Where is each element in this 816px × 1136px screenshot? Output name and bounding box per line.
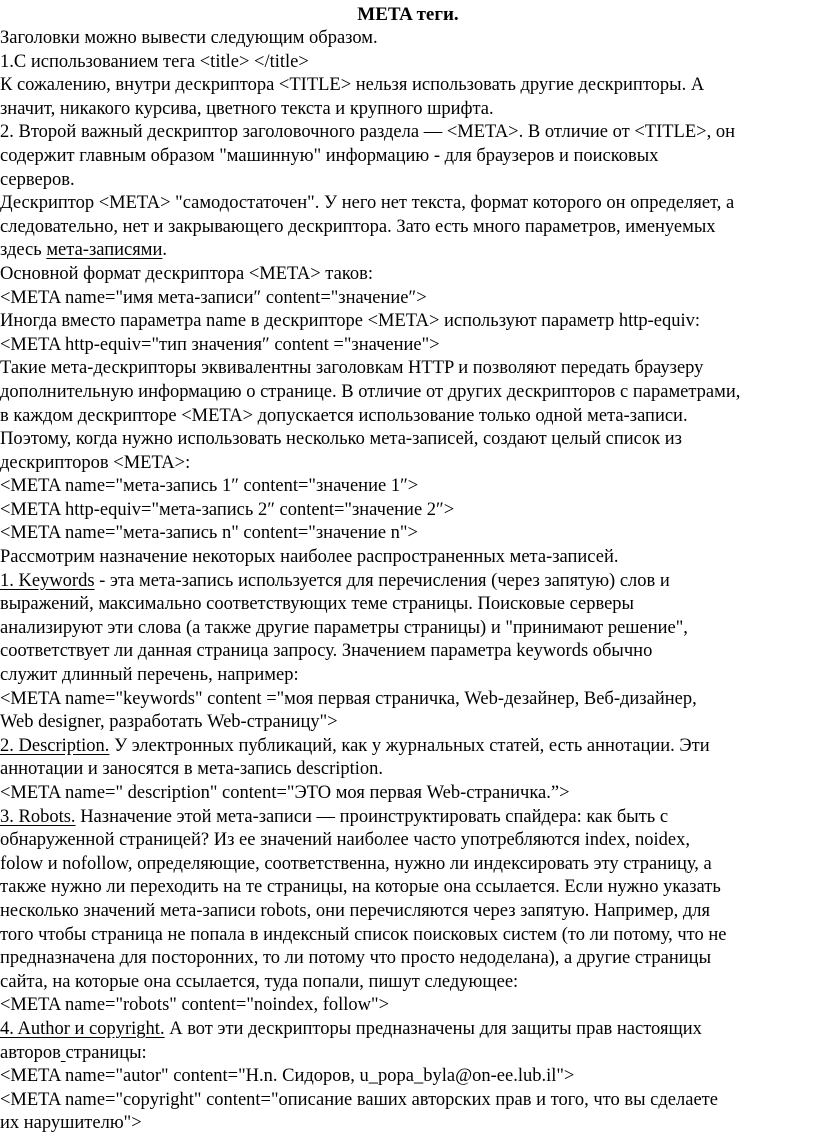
text-run: в каждом дескрипторе <META> допускается использование только одной мета-записи. xyxy=(0,405,688,426)
text-line xyxy=(0,169,816,193)
text-line xyxy=(0,405,816,429)
text-line xyxy=(0,758,816,782)
text-line xyxy=(0,27,816,51)
text-run: здесь xyxy=(0,240,47,261)
text-line xyxy=(0,900,816,924)
text-run: <META name="copyright" content="описание ваших авторских прав и того, что вы сделаете xyxy=(0,1089,718,1110)
text-line xyxy=(0,121,816,145)
text-run: служит длинный перечень, например: xyxy=(0,665,299,686)
text-run: Web designer, разработать Web-страницу"> xyxy=(0,712,338,733)
text-run: анализируют эти слова (а также другие параметры страницы) и "принимают решение", xyxy=(0,617,688,638)
text-run: предназначена для посторонних, то ли потому что просто недоделана), а другие страницы xyxy=(0,948,712,969)
text-line xyxy=(0,1018,816,1042)
text-line xyxy=(0,287,816,311)
text-run: Дескриптор <META> "самодостаточен". У него нет текста, формат которого он определяет, а xyxy=(0,193,735,214)
text-run: сайта, на которые она ссылается, туда попали, пишут следующее: xyxy=(0,971,519,992)
text-line xyxy=(0,711,816,735)
text-line xyxy=(0,263,816,287)
text-line xyxy=(0,74,816,98)
text-run: <META http-equiv="тип значения″ content ="значение"> xyxy=(0,334,440,355)
text-line xyxy=(0,829,816,853)
text-run: страницы: xyxy=(65,1042,147,1063)
text-run: аннотации и заносятся в мета-запись description. xyxy=(0,759,384,780)
text-run: значит, никакого курсива, цветного текста и крупного шрифта. xyxy=(0,98,494,119)
text-line xyxy=(0,994,816,1018)
text-line xyxy=(0,782,816,806)
text-line xyxy=(0,310,816,334)
text-line xyxy=(0,1065,816,1089)
text-run: Рассмотрим назначение некоторых наиболее распространенных мета-записей. xyxy=(0,547,619,568)
text-line xyxy=(0,735,816,759)
text-run: <META name="autor" content="Н.n. Сидоров, u_popa_byla@on-ee.lub.il"> xyxy=(0,1066,575,1087)
text-run: <META name="имя мета-записи″ content="значение″> xyxy=(0,287,427,308)
text-run: <META name="мета-запись n" content="значение n"> xyxy=(0,523,418,544)
text-run: - эта мета-запись используется для перечисления (через запятую) слов и xyxy=(94,570,670,591)
text-run: У электронных публикаций, как у журнальных статей, есть аннотации. Эти xyxy=(109,735,710,756)
document-body xyxy=(0,27,816,1136)
text-line xyxy=(0,924,816,948)
text-line xyxy=(0,876,816,900)
underlined-text: 3. Robots. xyxy=(0,806,76,827)
text-line xyxy=(0,381,816,405)
text-run: Заголовки можно вывести следующим образом. xyxy=(0,28,378,48)
text-run: дескрипторов <META>: xyxy=(0,452,191,473)
text-line xyxy=(0,1042,816,1066)
text-run: также нужно ли переходить на те страницы, на которые она ссылается. Если нужно указать xyxy=(0,877,721,898)
text-line xyxy=(0,971,816,995)
document-title: META теги. xyxy=(357,4,459,25)
text-line xyxy=(0,216,816,240)
text-run: 1.С использованием тега <title> </title> xyxy=(0,51,309,72)
text-run: их нарушителю"> xyxy=(0,1113,142,1134)
text-run: <META name="robots" content="noindex, follow"> xyxy=(0,995,390,1016)
text-line xyxy=(0,357,816,381)
text-line xyxy=(0,452,816,476)
text-run: следовательно, нет и закрывающего дескриптора. Зато есть много параметров, именуемых xyxy=(0,216,716,237)
underlined-text: мета-записями xyxy=(46,240,163,261)
text-run: соответствует ли данная страница запросу. Значением параметра keywords обычно xyxy=(0,641,653,662)
text-run: Иногда вместо параметра name в дескрипторе <META> используют параметр http-equiv: xyxy=(0,311,701,332)
text-run: Основной формат дескриптора <META> таков: xyxy=(0,263,373,284)
text-line xyxy=(0,428,816,452)
text-run: folow и nofollow, определяющие, соответственна, нужно ли индексировать эту страницу, а xyxy=(0,853,712,874)
text-line xyxy=(0,546,816,570)
text-run: выражений, максимально соответствующих теме страницы. Поисковые серверы xyxy=(0,594,634,615)
text-run: серверов. xyxy=(0,169,75,190)
text-line xyxy=(0,145,816,169)
text-line xyxy=(0,640,816,664)
text-run: <META name="мета-запись 1″ content="значение 1″> xyxy=(0,476,419,497)
text-line xyxy=(0,593,816,617)
text-line xyxy=(0,192,816,216)
text-run: Поэтому, когда нужно использовать несколько мета-записей, создают целый список из xyxy=(0,429,682,450)
text-run: несколько значений мета-записи robots, они перечисляются через запятую. Например, для xyxy=(0,900,710,921)
text-run: <META name=" description" content="ЭТО моя первая Web-страничка.”> xyxy=(0,783,570,803)
text-line xyxy=(0,1089,816,1113)
underlined-text: 1. Keywords xyxy=(0,570,95,591)
text-line xyxy=(0,98,816,122)
underlined-text: 4. Author и copyright. xyxy=(0,1018,165,1039)
text-run: авторов xyxy=(0,1042,61,1063)
text-line xyxy=(0,617,816,641)
text-line xyxy=(0,239,816,263)
text-run: дополнительную информацию о странице. В отличие от других дескрипторов с параметрами, xyxy=(0,381,741,402)
text-run: . xyxy=(162,240,167,261)
text-run: К сожалению, внутри дескриптора <TITLE> нельзя использовать другие дескрипторы. А xyxy=(0,75,705,96)
text-line xyxy=(0,334,816,358)
text-line xyxy=(0,475,816,499)
text-line xyxy=(0,688,816,712)
text-line xyxy=(0,499,816,523)
text-run: <META name="keywords" content ="моя первая страничка, Web-дезайнер, Веб-дизайнер, xyxy=(0,688,697,709)
text-line xyxy=(0,51,816,75)
text-run: содержит главным образом "машинную" информацию - для браузеров и поисковых xyxy=(0,145,659,166)
text-run: А вот эти дескрипторы предназначены для защиты прав настоящих xyxy=(164,1018,702,1039)
text-line xyxy=(0,1112,816,1136)
underlined-text: 2. Description. xyxy=(0,735,110,756)
text-line xyxy=(0,522,816,546)
text-run: Такие мета-дескрипторы эквивалентны заголовкам HTTP и позволяют передать браузеру xyxy=(0,358,704,379)
text-line xyxy=(0,806,816,830)
text-run: Назначение этой мета-записи — проинструктировать спайдера: как быть с xyxy=(75,806,669,827)
text-run: обнаруженной страницей? Из ее значений наиболее часто употребляются index, noidex, xyxy=(0,830,690,851)
text-line xyxy=(0,853,816,877)
text-line xyxy=(0,570,816,594)
text-run: <META http-equiv="мета-запись 2″ content="значение 2″> xyxy=(0,499,455,520)
text-line xyxy=(0,664,816,688)
text-line xyxy=(0,947,816,971)
text-run: того чтобы страница не попала в индексный список поисковых систем (то ли потому, что не xyxy=(0,924,727,945)
text-run: 2. Второй важный дескриптор заголовочного раздела — <META>. В отличие от <TITLE>, он xyxy=(0,122,735,143)
